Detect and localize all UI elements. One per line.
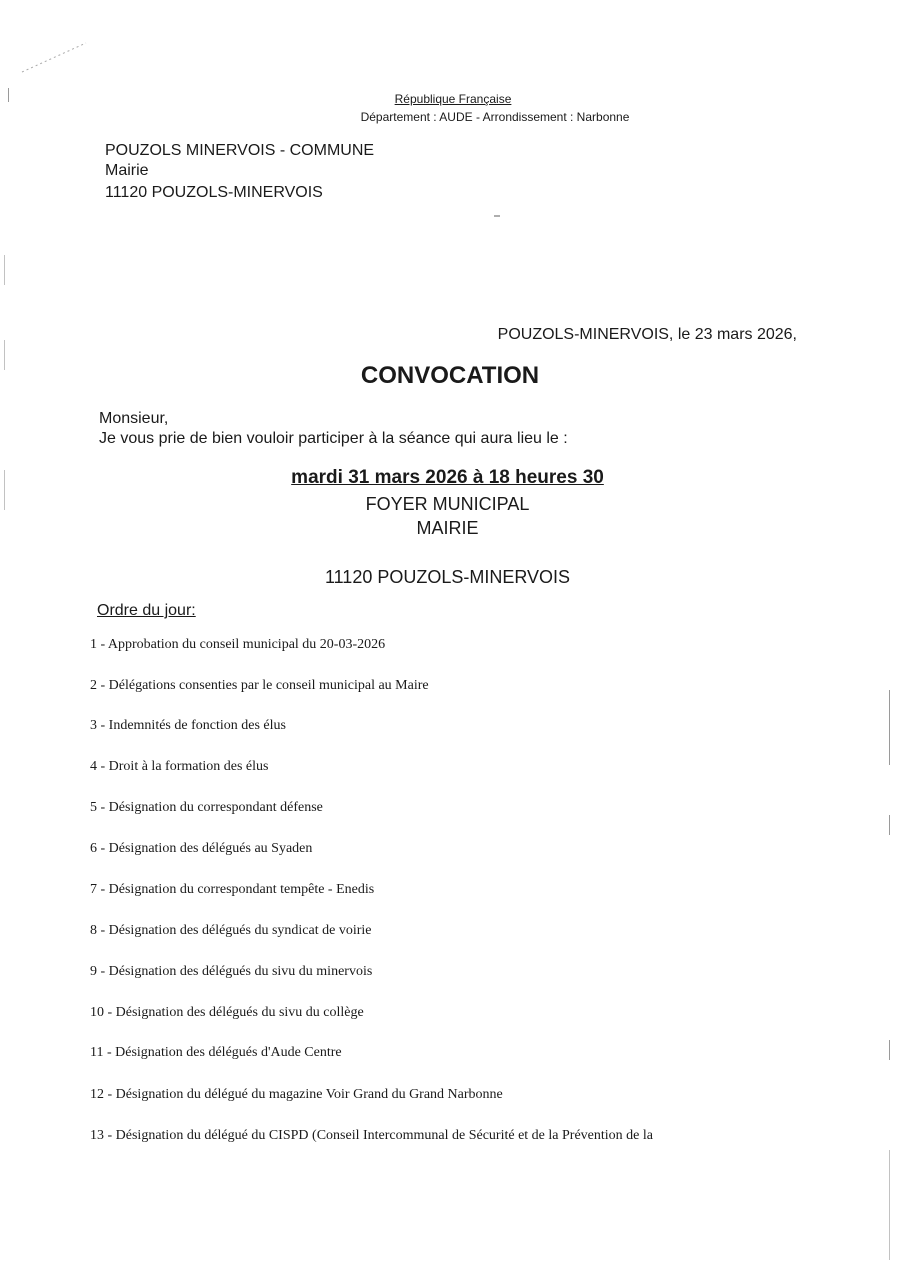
scan-smudge xyxy=(20,40,90,75)
header-republic: République Française xyxy=(394,92,512,106)
agenda-item: 7 - Désignation du correspondant tempête - Enedis xyxy=(90,882,375,897)
scan-mark xyxy=(4,340,5,370)
meeting-place-line-2: MAIRIE xyxy=(416,518,479,538)
sender-line-2: Mairie xyxy=(105,162,149,179)
sender-line-3: 11120 POUZOLS-MINERVOIS xyxy=(105,184,323,201)
scan-mark xyxy=(4,255,5,285)
invitation-text: Je vous prie de bien vouloir participer à la séance qui aura lieu le : xyxy=(99,430,568,447)
meeting-date: mardi 31 mars 2026 à 18 heures 30 xyxy=(291,467,604,488)
agenda-item: 10 - Désignation des délégués du sivu du collège xyxy=(90,1005,364,1020)
agenda-item: 9 - Désignation des délégués du sivu du minervois xyxy=(90,964,373,979)
scan-mark xyxy=(889,1150,890,1260)
agenda-item: 3 - Indemnités de fonction des élus xyxy=(90,718,286,733)
sender-line-1: POUZOLS MINERVOIS - COMMUNE xyxy=(105,142,375,159)
scan-mark xyxy=(889,1040,890,1060)
agenda-item: 11 - Désignation des délégués d'Aude Centre xyxy=(90,1045,342,1060)
agenda-item: 13 - Désignation du délégué du CISPD (Conseil Intercommunal de Sécurité et de la Prévention de la xyxy=(90,1128,653,1143)
agenda-item: 12 - Désignation du délégué du magazine Voir Grand du Grand Narbonne xyxy=(90,1087,503,1102)
meeting-place-line-3: 11120 POUZOLS-MINERVOIS xyxy=(324,567,571,587)
header-department: Département : AUDE - Arrondissement : Narbonne xyxy=(360,110,630,124)
scan-mark xyxy=(889,815,890,835)
date-line: POUZOLS-MINERVOIS, le 23 mars 2026, xyxy=(497,326,797,343)
scan-mark xyxy=(889,690,890,765)
agenda-title: Ordre du jour: xyxy=(97,602,196,619)
agenda-item: 2 - Délégations consenties par le conseil municipal au Maire xyxy=(90,678,429,693)
agenda-item: 4 - Droit à la formation des élus xyxy=(90,759,269,774)
salutation: Monsieur, xyxy=(99,410,169,427)
scan-mark xyxy=(8,88,9,102)
scan-mark xyxy=(4,470,5,510)
agenda-item: 1 - Approbation du conseil municipal du 20-03-2026 xyxy=(90,637,386,652)
meeting-place-line-1: FOYER MUNICIPAL xyxy=(365,494,530,514)
agenda-item: 6 - Désignation des délégués au Syaden xyxy=(90,841,313,856)
agenda-item: 5 - Désignation du correspondant défense xyxy=(90,800,323,815)
agenda-item: 8 - Désignation des délégués du syndicat de voirie xyxy=(90,923,372,938)
scan-mark xyxy=(494,215,500,217)
page-title: CONVOCATION xyxy=(360,362,540,389)
